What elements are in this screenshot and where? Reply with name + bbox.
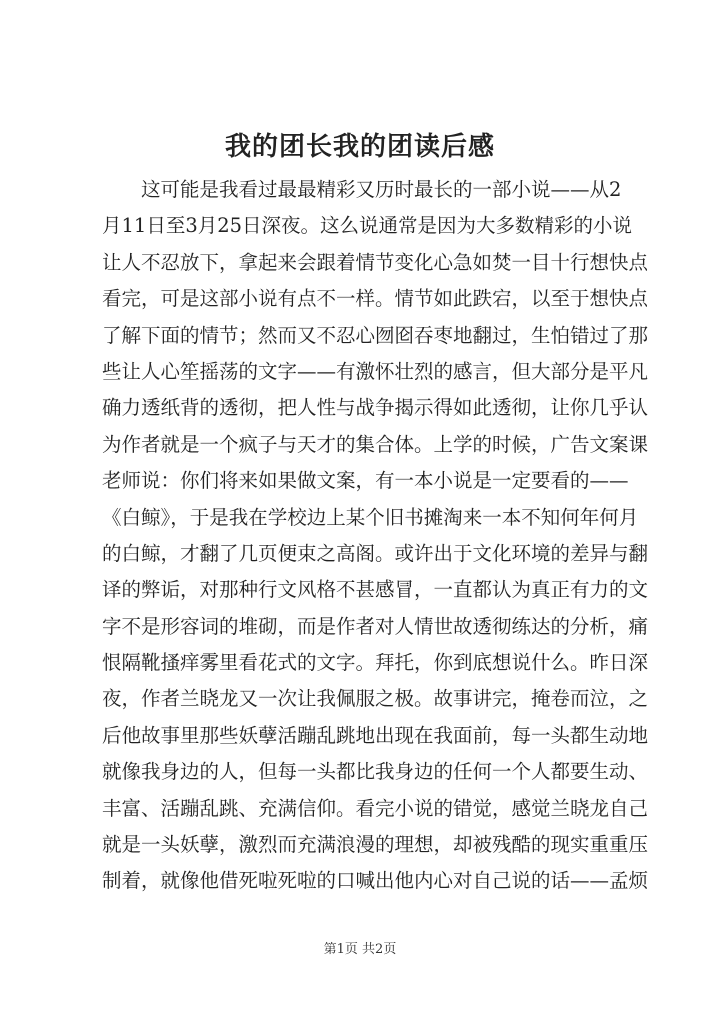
text-line: 恨隔靴搔痒雾里看花式的文字。拜托，你到底想说什么。昨日深 xyxy=(102,651,649,675)
text-line: 字不是形容词的堆砌，而是作者对人情世故透彻练达的分析，痛 xyxy=(102,614,649,638)
text-line: 《白鲸》，于是我在学校边上某个旧书摊淘来一本不知何年何月 xyxy=(102,505,639,529)
text-line: 月11日至3月25日深夜。这么说通常是因为大多数精彩的小说 xyxy=(102,214,633,238)
text-line: 为作者就是一个疯子与天才的集合体。上学的时候，广告文案课 xyxy=(102,432,649,456)
text-line: 后他故事里那些妖孽活蹦乱跳地出现在我面前，每一头都生动地 xyxy=(102,723,649,747)
text-line: 确力透纸背的透彻，把人性与战争揭示得如此透彻，让你几乎认 xyxy=(102,396,649,420)
text-line: 就像我身边的人，但每一头都比我身边的任何一个人都要生动、 xyxy=(102,760,649,784)
document-title: 我的团长我的团读后感 xyxy=(224,132,495,162)
text-line: 这可能是我看过最最精彩又历时最长的一部小说——从2 xyxy=(102,178,622,201)
page-footer: 第1页 共2页 xyxy=(323,942,397,957)
text-line: 制着，就像他借死啦死啦的口喊出他内心对自己说的话——孟烦 xyxy=(102,869,649,893)
text-line: 就是一头妖孽，激烈而充满浪漫的理想，却被残酷的现实重重压 xyxy=(102,833,649,857)
text-line: 了解下面的情节；然而又不忍心囫囵吞枣地翻过，生怕错过了那 xyxy=(102,323,649,347)
text-line: 让人不忍放下，拿起来会跟着情节变化心急如焚一目十行想快点 xyxy=(102,250,649,274)
text-line: 丰富、活蹦乱跳、充满信仰。看完小说的错觉，感觉兰晓龙自己 xyxy=(102,796,649,820)
text-line: 些让人心笙摇荡的文字——有激怀壮烈的感言，但大部分是平凡 xyxy=(102,359,649,383)
document-body xyxy=(102,172,649,900)
text-line: 夜，作者兰晓龙又一次让我佩服之极。故事讲完，掩卷而泣，之 xyxy=(102,687,649,711)
text-line: 译的弊诟，对那种行文风格不甚感冒，一直都认为真正有力的文 xyxy=(102,578,649,602)
text-line: 的白鲸，才翻了几页便束之高阁。或许出于文化环境的差异与翻 xyxy=(102,541,649,565)
text-line: 看完，可是这部小说有点不一样。情节如此跌宕，以至于想快点 xyxy=(102,287,649,311)
text-line: 老师说：你们将来如果做文案，有一本小说是一定要看的—— xyxy=(102,469,629,493)
